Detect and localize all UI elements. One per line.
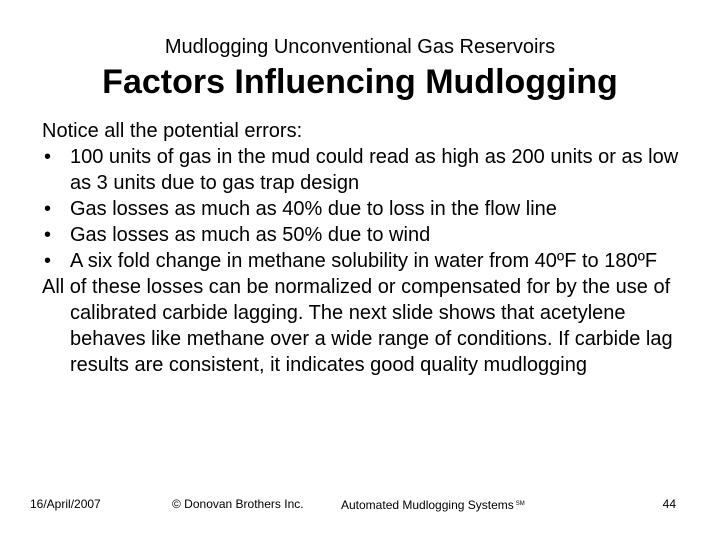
bullet-item (42, 196, 692, 222)
intro-text: Notice all the potential errors: (42, 120, 303, 142)
bullet-icon: • (44, 198, 52, 220)
bullet-text: Gas losses as much as 40% due to loss in the flow line (70, 198, 557, 220)
bullet-text: Gas losses as much as 50% due to wind (70, 224, 431, 246)
slide-footer (0, 495, 720, 513)
bullet-icon: • (44, 146, 52, 168)
bullet-icon: • (44, 224, 52, 246)
bullet-text: A six fold change in methane solubility in water from 40ºF to 180ºF (70, 250, 658, 272)
slide-title: Factors Influencing Mudlogging (102, 63, 618, 101)
bullet-list (42, 144, 692, 274)
outro-text: All of these losses can be normalized or compensated for by the use of calibrated carbide lagging. The next slide shows that acetylene behaves like methane over a wide range of conditions. If carbide lag results are consistent, it indicates good quality mudlogging (42, 276, 673, 376)
footer-copyright: © Donovan Brothers Inc. (172, 497, 304, 511)
bullet-item (42, 144, 692, 196)
bullet-item (42, 222, 692, 248)
footer-date: 16/April/2007 (30, 497, 101, 511)
service-mark: SM (515, 501, 525, 507)
footer-brand-text: Automated Mudlogging Systems (341, 498, 514, 512)
footer-brand (341, 495, 525, 514)
slide-body (42, 118, 692, 378)
bullet-item (42, 248, 692, 274)
slide-subtitle: Mudlogging Unconventional Gas Reservoirs (164, 36, 556, 58)
bullet-icon: • (44, 250, 52, 272)
page-number: 44 (662, 497, 676, 511)
bullet-text: 100 units of gas in the mud could read as high as 200 units or as low as 3 units due to gas trap design (70, 146, 679, 194)
